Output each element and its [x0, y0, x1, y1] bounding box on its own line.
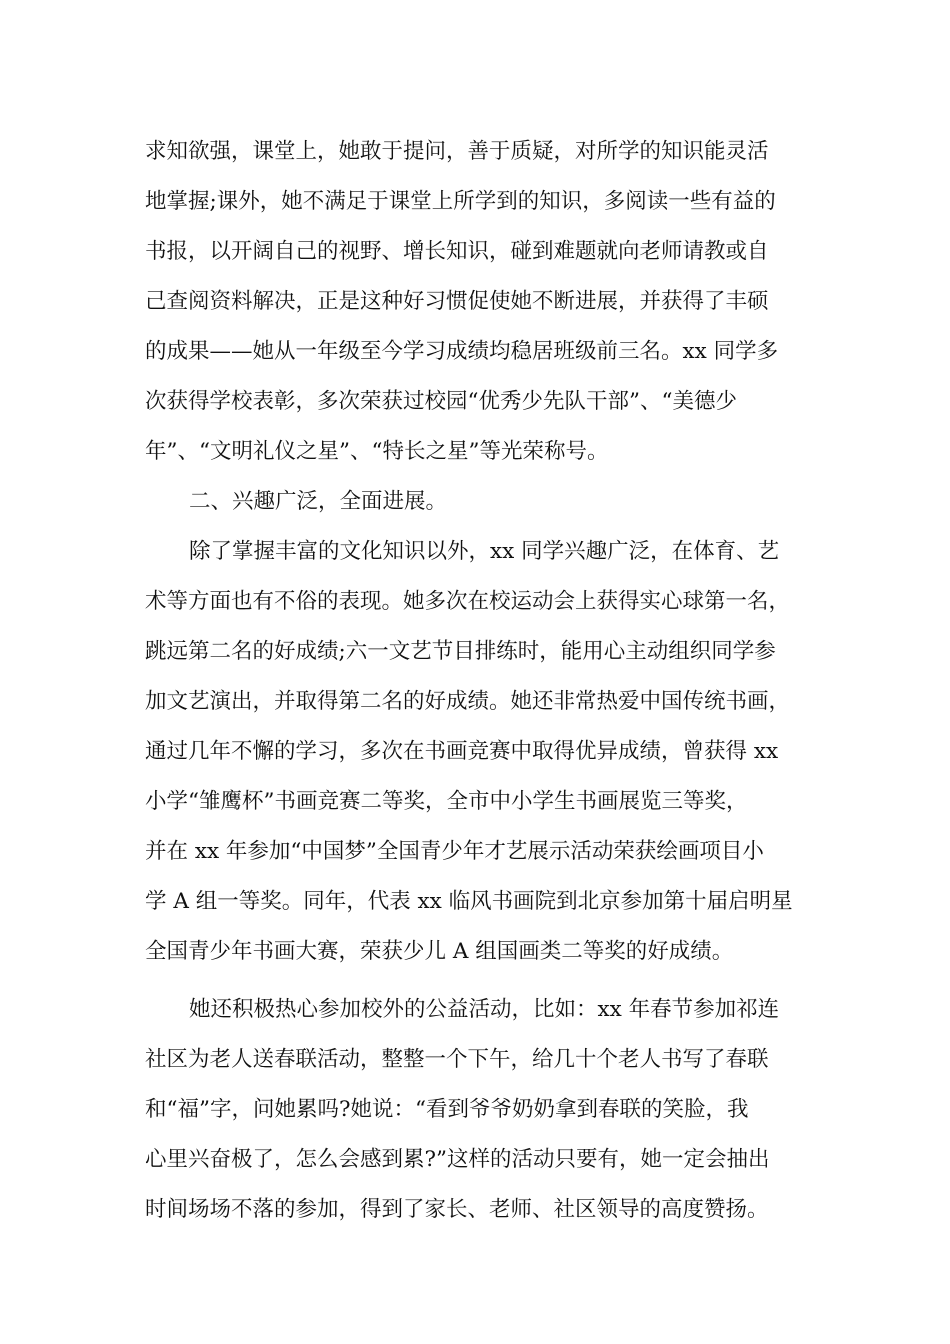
text-line: 学 A 组一等奖。同年，代表 xx 临风书画院到北京参加第十届启明星 [145, 889, 793, 914]
text-line: 地掌握;课外，她不满足于课堂上所学到的知识，多阅读一些有益的 [145, 189, 776, 214]
text-line: 求知欲强，课堂上，她敢于提问，善于质疑，对所学的知识能灵活 [145, 139, 769, 164]
paragraph-gap [145, 977, 813, 985]
text-line: 术等方面也有不俗的表现。她多次在校运动会上获得实心球第一名， [145, 589, 791, 614]
text-line: 时间场场不落的参加，得到了家长、老师、社区领导的高度赞扬。 [145, 1197, 769, 1222]
text-line: 小学“雏鹰杯”书画竞赛二等奖，全市中小学生书画展览三等奖， [145, 789, 748, 814]
paragraph-study [145, 127, 813, 477]
text-line: 心里兴奋极了，怎么会感到累?”这样的活动只要有，她一定会抽出 [145, 1147, 770, 1172]
text-line: 跳远第二名的好成绩;六一文艺节目排练时，能用心主动组织同学参 [145, 639, 776, 664]
text-line: 己查阅资料解决，正是这种好习惯促使她不断进展，并获得了丰硕 [145, 289, 769, 314]
text-line: 她还积极热心参加校外的公益活动，比如：xx 年春节参加祁连 [189, 997, 780, 1022]
text-line: 全国青少年书画大赛，荣获少儿 A 组国画类二等奖的好成绩。 [145, 939, 734, 964]
text-line: 加文艺演出，并取得第二名的好成绩。她还非常热爱中国传统书画， [145, 689, 791, 714]
text-line: 次获得学校表彰，多次荣获过校园“优秀少先队干部”、“美德少 [145, 389, 737, 414]
text-line: 社区为老人送春联活动，整整一个下午，给几十个老人书写了春联 [145, 1047, 769, 1072]
paragraph-interests [145, 527, 813, 977]
text-line: 年”、“文明礼仪之星”、“特长之星”等光荣称号。 [145, 439, 609, 464]
text-line: 通过几年不懈的学习，多次在书画竞赛中取得优异成绩，曾获得 xx [145, 739, 779, 764]
text-line: 除了掌握丰富的文化知识以外，xx 同学兴趣广泛，在体育、艺 [189, 539, 780, 564]
text-line: 和“福”字，问她累吗?她说：“看到爷爷奶奶拿到春联的笑脸，我 [145, 1097, 749, 1122]
text-line: 并在 xx 年参加“中国梦”全国青少年才艺展示活动荣获绘画项目小 [145, 839, 764, 864]
paragraph-charity [145, 985, 813, 1235]
text-line: 书报，以开阔自己的视野、增长知识，碰到难题就向老师请教或自 [145, 239, 769, 264]
section-heading-text: 二、兴趣广泛，全面进展。 [189, 489, 448, 514]
document-body [145, 127, 813, 1235]
text-line: 的成果——她从一年级至今学习成绩均稳居班级前三名。xx 同学多 [145, 339, 779, 364]
section-heading [145, 477, 813, 527]
